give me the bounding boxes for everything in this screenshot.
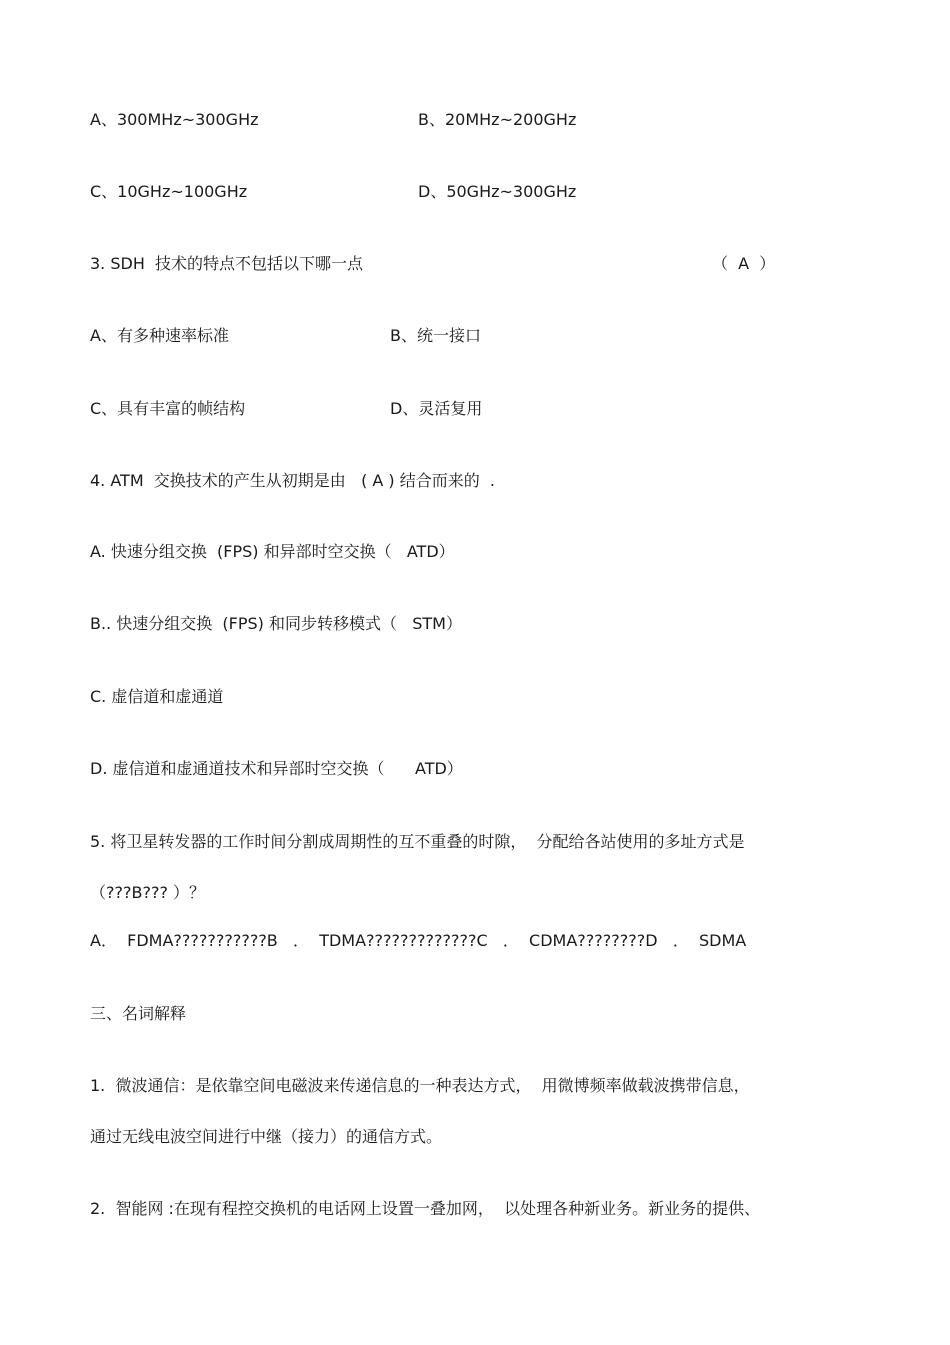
q5-stem: 5. 将卫星转发器的工作时间分割成周期性的互不重叠的时隙， 分配给各站使用的多址方式是: [90, 832, 745, 851]
q5-stem-continued: （???B??? ）？: [90, 883, 206, 902]
q3-option-c: C、具有丰富的帧结构: [90, 399, 246, 418]
term-2-line-1: 2. 智能网 :在现有程控交换机的电话网上设置一叠加网， 以处理各种新业务。新业务的提供、: [90, 1199, 761, 1218]
q3-option-a: A、有多种速率标准: [90, 326, 229, 345]
term-1-line-2: 通过无线电波空间进行中继（接力）的通信方式。: [90, 1127, 443, 1146]
q2-option-a: A、300MHz~300GHz: [90, 110, 259, 129]
q3-answer: （ A ）: [712, 254, 776, 273]
term-1-line-1: 1. 微波通信：是依靠空间电磁波来传递信息的一种表达方式， 用微博频率做载波携带信息，: [90, 1076, 750, 1095]
q5-options: A． FDMA???????????B ． TDMA?????????????C ． CDMA????????D ． SDMA: [90, 931, 747, 950]
q4-option-a: A. 快速分组交换 (FPS) 和异部时空交换（ ATD）: [90, 542, 455, 561]
q3-option-b: B、统一接口: [390, 326, 481, 345]
q4-stem: 4. ATM 交换技术的产生从初期是由 ( A ) 结合而来的 .: [90, 471, 496, 490]
q4-option-d: D. 虚信道和虚通道技术和异部时空交换（ ATD）: [90, 759, 463, 778]
q3-option-d: D、灵活复用: [390, 399, 483, 418]
q2-option-c: C、10GHz~100GHz: [90, 182, 248, 201]
q3-stem: 3. SDH 技术的特点不包括以下哪一点: [90, 254, 364, 273]
q2-option-b: B、20MHz~200GHz: [418, 110, 577, 129]
q4-option-c: C. 虚信道和虚通道: [90, 687, 224, 706]
q4-option-b: B.. 快速分组交换 (FPS) 和同步转移模式（ STM）: [90, 614, 462, 633]
section-heading: 三、名词解释: [90, 1004, 187, 1023]
q2-option-d: D、50GHz~300GHz: [418, 182, 577, 201]
